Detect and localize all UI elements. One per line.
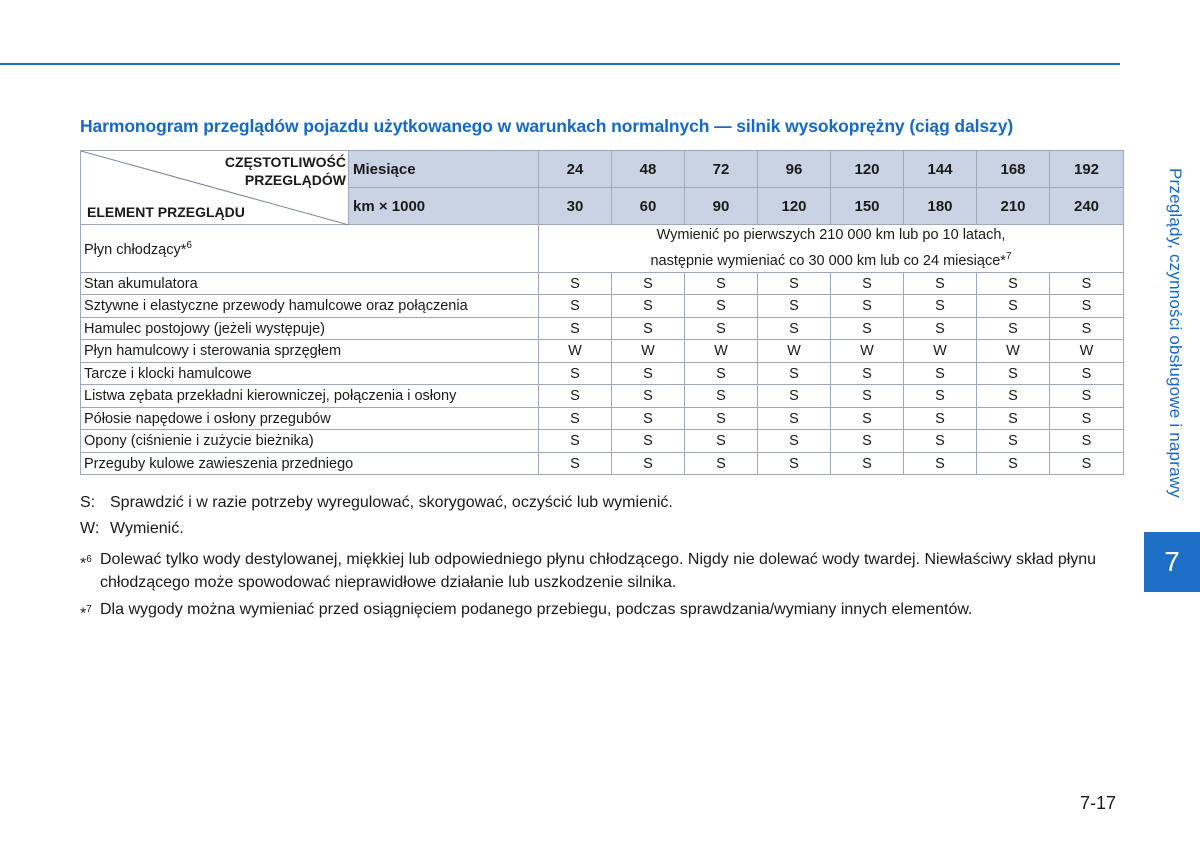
km-interval-cell: 210 xyxy=(977,188,1050,225)
action-cell: S xyxy=(685,362,758,385)
action-cell: S xyxy=(685,295,758,318)
km-label: km × 1000 xyxy=(349,188,539,225)
month-interval-cell: 96 xyxy=(758,151,831,188)
action-cell: W xyxy=(977,340,1050,363)
action-cell: S xyxy=(758,430,831,453)
month-interval-cell: 24 xyxy=(539,151,612,188)
action-cell: S xyxy=(612,452,685,475)
month-interval-cell: 144 xyxy=(904,151,977,188)
action-cell: S xyxy=(1050,317,1124,340)
action-cell: S xyxy=(904,407,977,430)
action-cell: S xyxy=(977,317,1050,340)
action-cell: S xyxy=(612,272,685,295)
action-cell: S xyxy=(904,430,977,453)
action-cell: S xyxy=(1050,362,1124,385)
action-cell: S xyxy=(904,362,977,385)
action-cell: S xyxy=(977,272,1050,295)
km-interval-cell: 120 xyxy=(758,188,831,225)
section-side-label: Przeglądy, czynności obsługowe i naprawy xyxy=(1166,168,1185,498)
inspection-item: Stan akumulatora xyxy=(81,272,539,295)
inspection-item: Tarcze i klocki hamulcowe xyxy=(81,362,539,385)
legend-item: W: Wymienić. xyxy=(80,520,184,537)
action-cell: S xyxy=(685,272,758,295)
action-cell: S xyxy=(685,407,758,430)
action-cell: W xyxy=(685,340,758,363)
header-row-months xyxy=(81,151,1124,188)
chapter-tab: 7 xyxy=(1144,532,1200,592)
page-title: Harmonogram przeglądów pojazdu użytkowanego w warunkach normalnych — silnik wysokoprężny (ciąg dalszy) xyxy=(80,116,1014,136)
frequency-label: CZĘSTOTLIWOŚĆ PRZEGLĄDÓW xyxy=(224,154,346,188)
inspection-item: Półosie napędowe i osłony przegubów xyxy=(81,407,539,430)
action-cell: S xyxy=(1050,272,1124,295)
action-cell: S xyxy=(977,430,1050,453)
legend xyxy=(80,490,673,542)
month-interval-cell: 72 xyxy=(685,151,758,188)
action-cell: W xyxy=(1050,340,1124,363)
action-cell: S xyxy=(539,362,612,385)
action-cell: S xyxy=(831,452,904,475)
action-cell: S xyxy=(539,452,612,475)
legend-item: S: Sprawdzić i w razie potrzeby wyregulować, skorygować, oczyścić lub wymienić. xyxy=(80,494,673,511)
action-cell: S xyxy=(904,317,977,340)
maintenance-schedule-table xyxy=(80,150,1124,475)
element-label: ELEMENT PRZEGLĄDU xyxy=(87,204,245,220)
action-cell: S xyxy=(904,272,977,295)
action-cell: S xyxy=(977,295,1050,318)
table-row xyxy=(81,295,1124,318)
km-interval-cell: 150 xyxy=(831,188,904,225)
action-cell: S xyxy=(977,362,1050,385)
action-cell: S xyxy=(685,385,758,408)
inspection-item: Przeguby kulowe zawieszenia przedniego xyxy=(81,452,539,475)
action-cell: S xyxy=(612,295,685,318)
action-cell: S xyxy=(831,317,904,340)
inspection-item: Opony (ciśnienie i zużycie bieżnika) xyxy=(81,430,539,453)
months-label: Miesiące xyxy=(349,151,539,188)
month-interval-cell: 192 xyxy=(1050,151,1124,188)
month-interval-cell: 48 xyxy=(612,151,685,188)
table-row xyxy=(81,385,1124,408)
km-interval-cell: 60 xyxy=(612,188,685,225)
action-cell: S xyxy=(685,430,758,453)
table-row xyxy=(81,317,1124,340)
action-cell: S xyxy=(539,385,612,408)
action-cell: S xyxy=(758,362,831,385)
action-cell: S xyxy=(612,430,685,453)
inspection-item: Sztywne i elastyczne przewody hamulcowe oraz połączenia xyxy=(81,295,539,318)
action-cell: S xyxy=(977,385,1050,408)
action-cell: S xyxy=(904,385,977,408)
action-cell: S xyxy=(758,295,831,318)
top-rule xyxy=(0,63,1120,65)
action-cell: S xyxy=(1050,295,1124,318)
action-cell: S xyxy=(612,362,685,385)
footnotes xyxy=(80,548,1120,629)
table-row xyxy=(81,362,1124,385)
coolant-row xyxy=(81,225,1124,273)
action-cell: S xyxy=(831,430,904,453)
table-row xyxy=(81,430,1124,453)
action-cell: S xyxy=(831,272,904,295)
action-cell: W xyxy=(831,340,904,363)
table-row xyxy=(81,407,1124,430)
action-cell: W xyxy=(612,340,685,363)
action-cell: S xyxy=(539,295,612,318)
table-corner-header xyxy=(81,151,349,225)
action-cell: S xyxy=(831,385,904,408)
action-cell: S xyxy=(904,452,977,475)
action-cell: S xyxy=(758,317,831,340)
action-cell: S xyxy=(612,407,685,430)
action-cell: W xyxy=(758,340,831,363)
table-row xyxy=(81,272,1124,295)
inspection-item: Listwa zębata przekładni kierowniczej, połączenia i osłony xyxy=(81,385,539,408)
action-cell: S xyxy=(685,317,758,340)
action-cell: S xyxy=(612,317,685,340)
inspection-item: Płyn hamulcowy i sterowania sprzęgłem xyxy=(81,340,539,363)
action-cell: S xyxy=(904,295,977,318)
action-cell: S xyxy=(539,317,612,340)
action-cell: S xyxy=(758,407,831,430)
km-interval-cell: 180 xyxy=(904,188,977,225)
table-row xyxy=(81,340,1124,363)
action-cell: S xyxy=(831,295,904,318)
action-cell: S xyxy=(612,385,685,408)
month-interval-cell: 120 xyxy=(831,151,904,188)
action-cell: S xyxy=(977,452,1050,475)
km-interval-cell: 240 xyxy=(1050,188,1124,225)
action-cell: S xyxy=(1050,407,1124,430)
inspection-item: Hamulec postojowy (jeżeli występuje) xyxy=(81,317,539,340)
action-cell: S xyxy=(1050,385,1124,408)
action-cell: S xyxy=(1050,430,1124,453)
action-cell: S xyxy=(1050,452,1124,475)
action-cell: S xyxy=(539,430,612,453)
action-cell: S xyxy=(977,407,1050,430)
month-interval-cell: 168 xyxy=(977,151,1050,188)
action-cell: S xyxy=(758,452,831,475)
action-cell: W xyxy=(904,340,977,363)
footnote: *$^7$ Dla wygody można wymieniać przed osiągnięciem podanego przebiegu, podczas sprawdzania/wymiany innych elementów. xyxy=(80,601,973,623)
page-number: 7-17 xyxy=(1080,793,1117,813)
action-cell: S xyxy=(758,272,831,295)
action-cell: W xyxy=(539,340,612,363)
action-cell: S xyxy=(831,362,904,385)
coolant-item: Płyn chłodzący*$^6$ xyxy=(81,225,539,273)
action-cell: S xyxy=(758,385,831,408)
action-cell: S xyxy=(539,272,612,295)
action-cell: S xyxy=(831,407,904,430)
action-cell: S xyxy=(685,452,758,475)
coolant-replacement-note: Wymienić po pierwszych 210 000 km lub po 10 latach, następnie wymieniać co 30 000 km lub co 24 miesiące*$^7$ xyxy=(539,225,1124,273)
action-cell: S xyxy=(539,407,612,430)
km-interval-cell: 90 xyxy=(685,188,758,225)
km-interval-cell: 30 xyxy=(539,188,612,225)
footnote: *$^6$ Dolewać tylko wody destylowanej, miękkiej lub odpowiedniego płynu chłodzącego. Nigdy nie dolewać wody twardej. Niewłaściwy skład płynu chłodzącego może spowodować nieprawidłowe działanie lub uszkodzenie silnika. xyxy=(80,551,1097,591)
table-row xyxy=(81,452,1124,475)
